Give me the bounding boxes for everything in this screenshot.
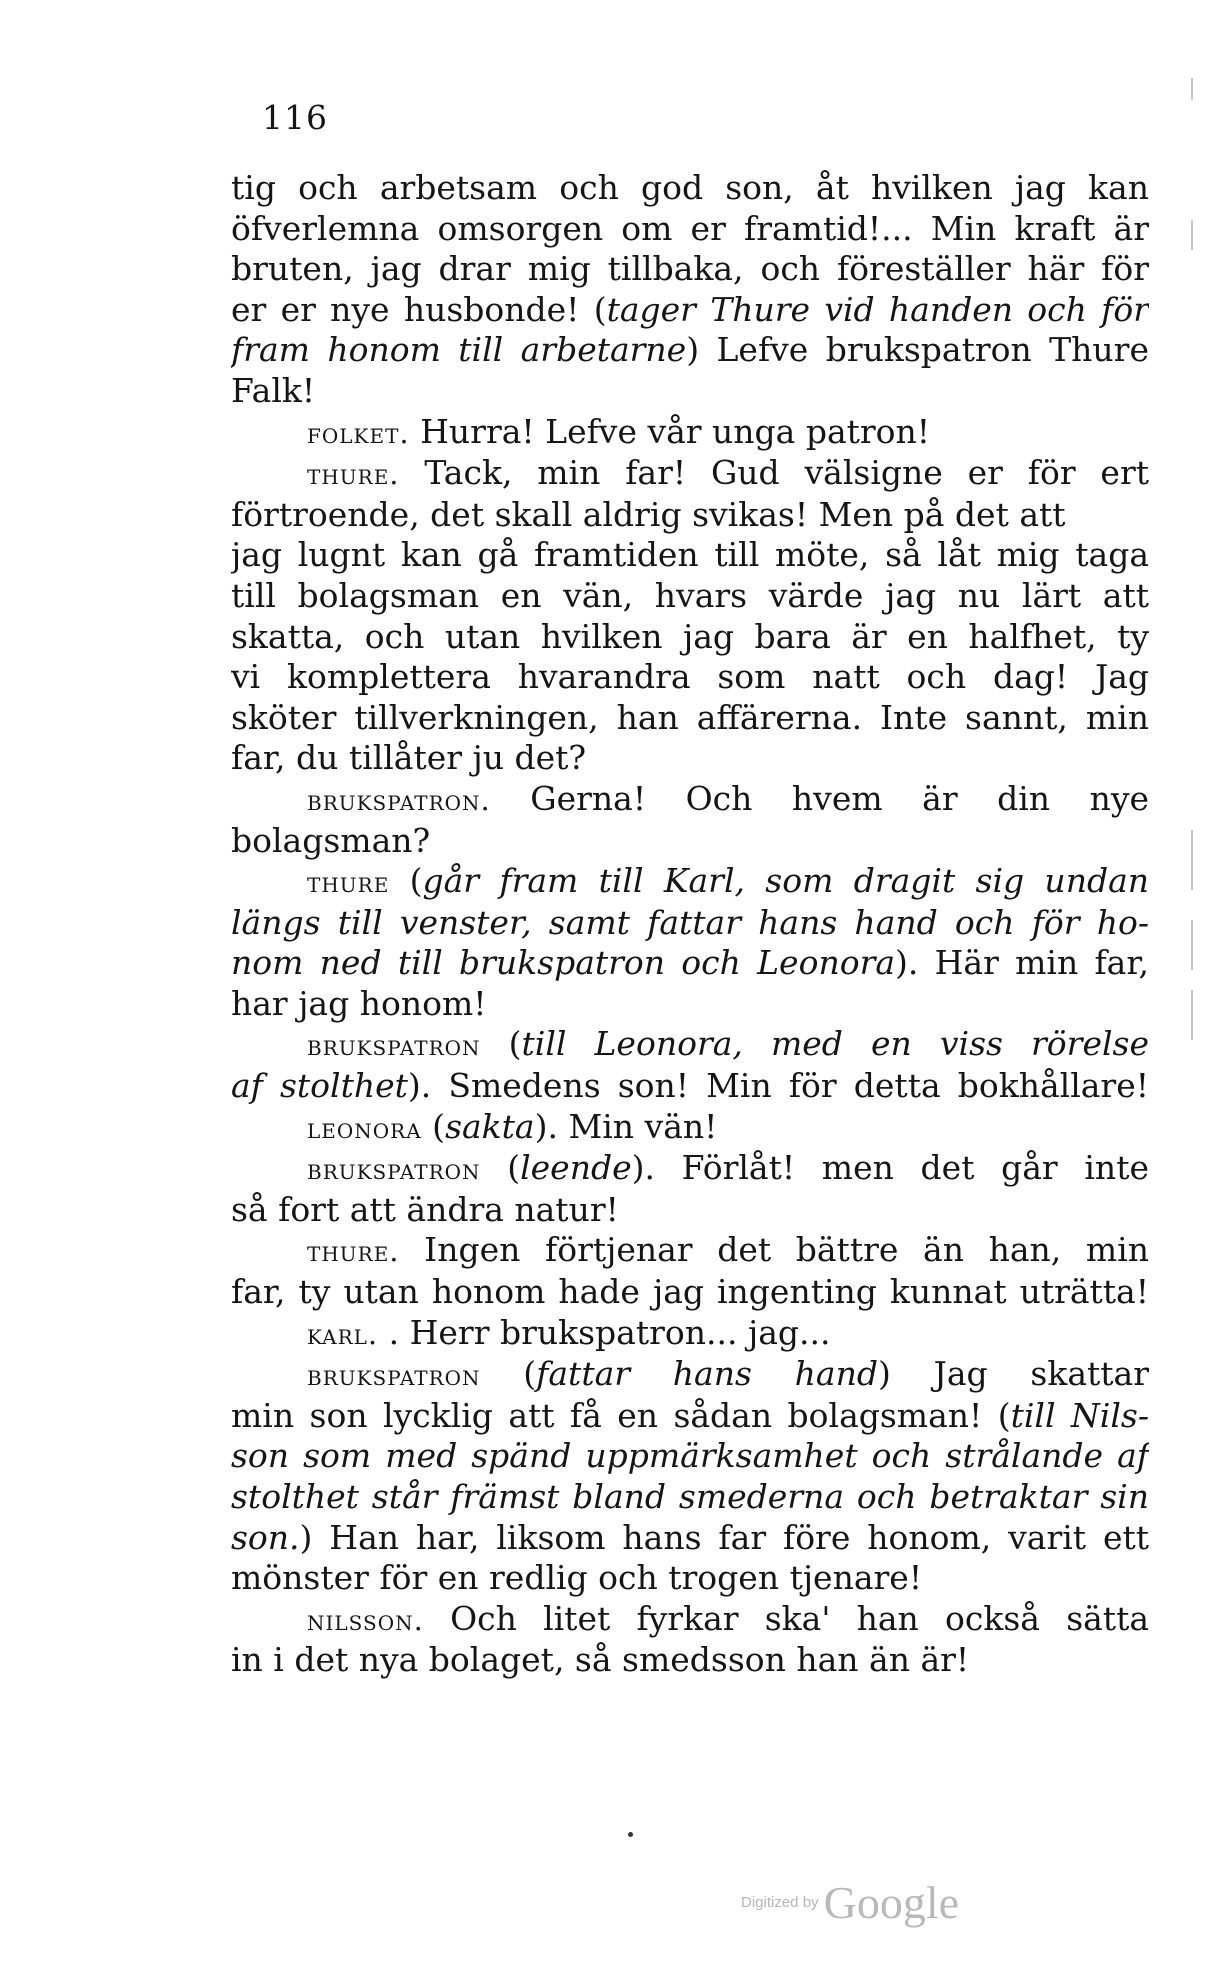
dialogue-text: (	[389, 861, 423, 901]
margin-mark	[1191, 920, 1193, 970]
text-line	[231, 1354, 1149, 1396]
dialogue-text: ) Jag skattar	[877, 1354, 1149, 1394]
text-line	[231, 617, 1149, 658]
stage-direction: går fram till Karl, som dragit sig undan	[422, 861, 1149, 901]
stage-direction: till Nils-	[1010, 1395, 1149, 1435]
text-line	[231, 290, 1149, 331]
dialogue-text: far, du tillåter ju det?	[231, 738, 587, 778]
speaker-name: folket.	[307, 415, 410, 450]
speaker-name: leonora	[307, 1110, 422, 1145]
dialogue-text: sköter tillverkningen, han affärerna. Inte sannt, min	[231, 697, 1149, 737]
watermark-prefix: Digitized by	[741, 1894, 819, 1911]
ink-dot	[628, 1832, 633, 1837]
text-line	[231, 1477, 1149, 1518]
stage-direction: tager Thure vid handen och för	[606, 289, 1149, 329]
dialogue-text: er er nye husbonde! (	[231, 289, 607, 329]
dialogue-text: Tack, min far! Gud välsigne er för ert	[399, 453, 1149, 493]
dialogue-text: skatta, och utan hvilken jag bara är en halfhet, ty	[231, 616, 1149, 656]
stage-direction: son som med spänd uppmärksamhet och strålande af	[231, 1436, 1149, 1476]
stage-direction: längs till venster, samt fattar hans hand och för ho-	[231, 902, 1149, 942]
text-line	[231, 1190, 1149, 1231]
speaker-name: brukspatron	[307, 1358, 481, 1393]
google-logo: Google	[823, 1877, 960, 1928]
text-line	[231, 576, 1149, 617]
dialogue-text: Gerna! Och hvem är din nye	[490, 778, 1149, 818]
text-line	[231, 1313, 1149, 1355]
text-line	[231, 1107, 1149, 1149]
text-line	[231, 1066, 1149, 1107]
margin-mark	[1191, 990, 1193, 1040]
body-text	[231, 168, 1149, 1681]
text-line	[231, 698, 1149, 739]
dialogue-text: bruten, jag drar mig tillbaka, och föreställer här för	[231, 249, 1149, 289]
text-line	[231, 1558, 1149, 1599]
dialogue-text: jag lugnt kan gå framtiden till möte, så låt mig taga	[231, 535, 1149, 575]
speaker-name: thure.	[307, 457, 400, 492]
text-line	[231, 209, 1149, 250]
stage-direction: son.	[231, 1517, 300, 1557]
speaker-name: thure	[307, 865, 390, 900]
text-line	[231, 412, 1149, 454]
text-line	[231, 1518, 1149, 1559]
dialogue-text: ). Här min far,	[895, 943, 1149, 983]
text-line	[231, 779, 1149, 821]
margin-mark	[1191, 78, 1193, 100]
text-line	[231, 535, 1149, 576]
dialogue-text: mönster för en redlig och trogen tjenare!	[231, 1558, 923, 1598]
speaker-name: karl.	[307, 1316, 379, 1351]
dialogue-text: till bolagsman en vän, hvars värde jag nu lärt att	[231, 575, 1149, 615]
text-line	[231, 1148, 1149, 1190]
digitized-watermark	[741, 1876, 959, 1929]
text-line	[231, 903, 1149, 944]
dialogue-text: så fort att ändra natur!	[231, 1189, 619, 1229]
dialogue-text: öfverlemna omsorgen om er framtid!... Min kraft är	[231, 208, 1149, 248]
text-line	[231, 821, 1149, 862]
text-line	[231, 943, 1149, 984]
dialogue-text: ). Smedens son! Min för detta bokhållare!	[407, 1066, 1149, 1106]
dialogue-text: bolagsman?	[231, 820, 431, 860]
text-line	[231, 1230, 1149, 1272]
speaker-name: brukspatron.	[307, 782, 491, 817]
text-line	[231, 330, 1149, 371]
dialogue-text: Ingen förtjenar det bättre än han, min	[399, 1230, 1149, 1270]
page-number: 116	[262, 98, 328, 137]
dialogue-text: in i det nya bolaget, så smedsson han än är!	[231, 1640, 970, 1680]
text-line	[231, 861, 1149, 903]
dialogue-text: . Herr brukspatron... jag...	[378, 1312, 831, 1352]
text-line	[231, 984, 1149, 1025]
dialogue-text: Falk!	[231, 370, 316, 410]
text-line	[231, 371, 1149, 412]
dialogue-text: ) Han har, liksom hans far före honom, varit ett	[299, 1517, 1149, 1557]
text-line	[231, 1599, 1149, 1641]
stage-direction: af stolthet	[231, 1066, 408, 1106]
dialogue-text: förtroende, det skall aldrig svikas! Men på det att	[231, 494, 1066, 534]
text-line	[231, 1024, 1149, 1066]
speaker-name: brukspatron	[307, 1028, 481, 1063]
stage-direction: till Leonora, med en viss rörelse	[521, 1024, 1149, 1064]
margin-mark	[1191, 830, 1193, 890]
dialogue-text: har jag honom!	[231, 983, 487, 1023]
speaker-name: nilsson.	[307, 1602, 424, 1637]
dialogue-text: (	[480, 1148, 521, 1188]
text-line	[231, 738, 1149, 779]
dialogue-text: ). Förlåt! men det går inte	[631, 1148, 1149, 1188]
stage-direction: leende	[520, 1148, 632, 1188]
text-line	[231, 168, 1149, 209]
speaker-name: brukspatron	[307, 1152, 481, 1187]
text-line	[231, 453, 1149, 495]
dialogue-text: ) Lefve brukspatron Thure	[686, 330, 1149, 370]
text-line	[231, 1272, 1149, 1313]
text-line	[231, 249, 1149, 290]
dialogue-text: ). Min vän!	[534, 1106, 718, 1146]
text-line	[231, 1396, 1149, 1437]
stage-direction: stolthet står främst bland smederna och betraktar sin	[231, 1477, 1149, 1516]
text-line	[231, 495, 1149, 536]
dialogue-text: (	[421, 1106, 446, 1146]
text-line	[231, 1436, 1149, 1477]
dialogue-text: tig och arbetsam och god son, åt hvilken jag kan	[231, 168, 1149, 207]
stage-direction: fattar hans hand	[536, 1354, 878, 1394]
dialogue-text: Och litet fyrkar ska' han också sätta	[423, 1598, 1149, 1638]
stage-direction: sakta	[445, 1106, 535, 1146]
speaker-name: thure.	[307, 1234, 400, 1269]
dialogue-text: far, ty utan honom hade jag ingenting kunnat uträtta!	[231, 1272, 1149, 1312]
dialogue-text: vi komplettera hvarandra som natt och dag! Jag	[231, 657, 1149, 697]
dialogue-text: (	[480, 1024, 522, 1064]
dialogue-text: min son lycklig att få en sådan bolagsman! (	[231, 1395, 1011, 1435]
stage-direction: fram honom till arbetarne	[231, 330, 687, 370]
margin-mark	[1191, 220, 1193, 250]
dialogue-text: (	[480, 1354, 537, 1394]
text-line	[231, 1640, 1149, 1681]
stage-direction: nom ned till brukspatron och Leonora	[231, 943, 896, 983]
text-line	[231, 657, 1149, 698]
dialogue-text: Hurra! Lefve vår unga patron!	[409, 411, 931, 451]
